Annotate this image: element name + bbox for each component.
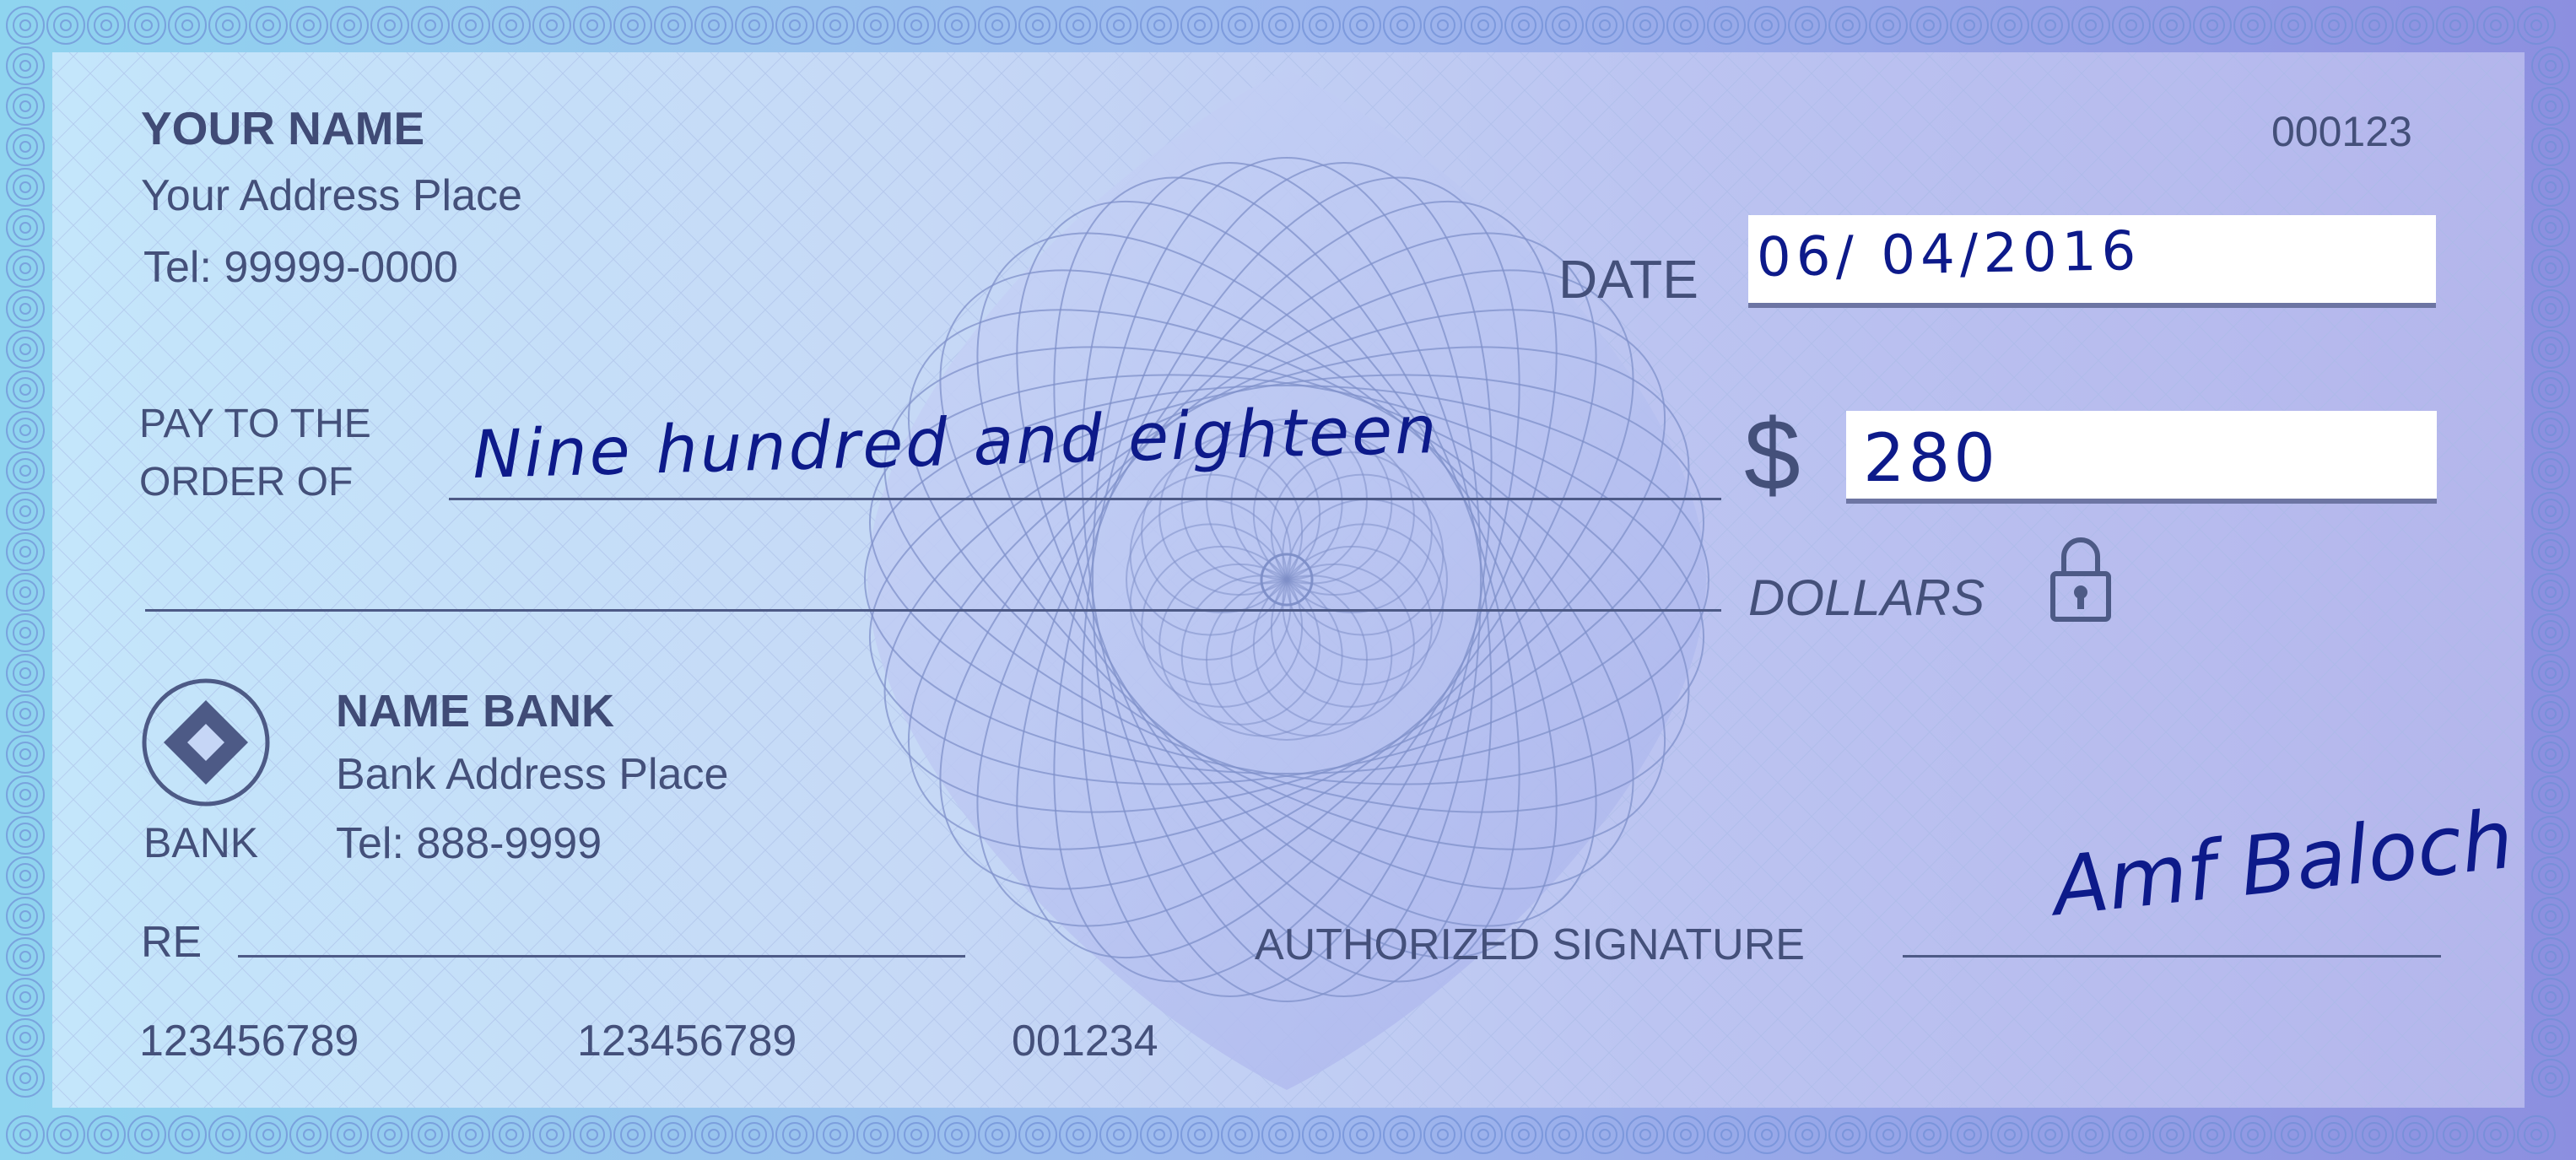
account-holder-address: Your Address Place bbox=[141, 171, 522, 220]
signature-line bbox=[1903, 955, 2441, 958]
amount-value: 280 bbox=[1863, 421, 1999, 497]
micr-check-number: 001234 bbox=[1012, 1017, 1158, 1066]
currency-symbol: $ bbox=[1744, 398, 1801, 511]
micr-routing: 123456789 bbox=[139, 1017, 359, 1066]
amount-words-line bbox=[145, 609, 1721, 612]
lock-icon bbox=[2049, 533, 2113, 623]
account-holder-tel: Tel: 99999-0000 bbox=[143, 243, 458, 292]
date-value: 06/ 04/2016 bbox=[1756, 220, 2141, 289]
dollars-label: DOLLARS bbox=[1748, 569, 1985, 626]
account-holder-name: YOUR NAME bbox=[141, 102, 425, 154]
payee-label-line1: PAY TO THE bbox=[139, 402, 371, 446]
date-label: DATE bbox=[1558, 249, 1698, 310]
memo-line[interactable] bbox=[238, 955, 965, 958]
bank-tel: Tel: 888-9999 bbox=[336, 819, 602, 868]
cheque-number: 000123 bbox=[2271, 108, 2412, 155]
bank-logo-label: BANK bbox=[143, 819, 259, 866]
signature-label: AUTHORIZED SIGNATURE bbox=[1255, 920, 1805, 969]
amount-field[interactable] bbox=[1846, 411, 2437, 504]
micr-account: 123456789 bbox=[577, 1017, 797, 1066]
payee-label-line2: ORDER OF bbox=[139, 460, 354, 504]
bank-address: Bank Address Place bbox=[336, 750, 729, 799]
payee-value[interactable]: Nine hundred and eighteen bbox=[472, 392, 1440, 494]
bank-logo-icon bbox=[140, 677, 272, 808]
signature-handwritten: Amf Baloch bbox=[2048, 791, 2518, 935]
date-field[interactable] bbox=[1748, 215, 2436, 308]
cheque-body bbox=[52, 52, 2525, 1108]
payee-line bbox=[449, 498, 1721, 500]
bank-name: NAME BANK bbox=[336, 686, 614, 736]
memo-label: RE bbox=[141, 918, 203, 967]
